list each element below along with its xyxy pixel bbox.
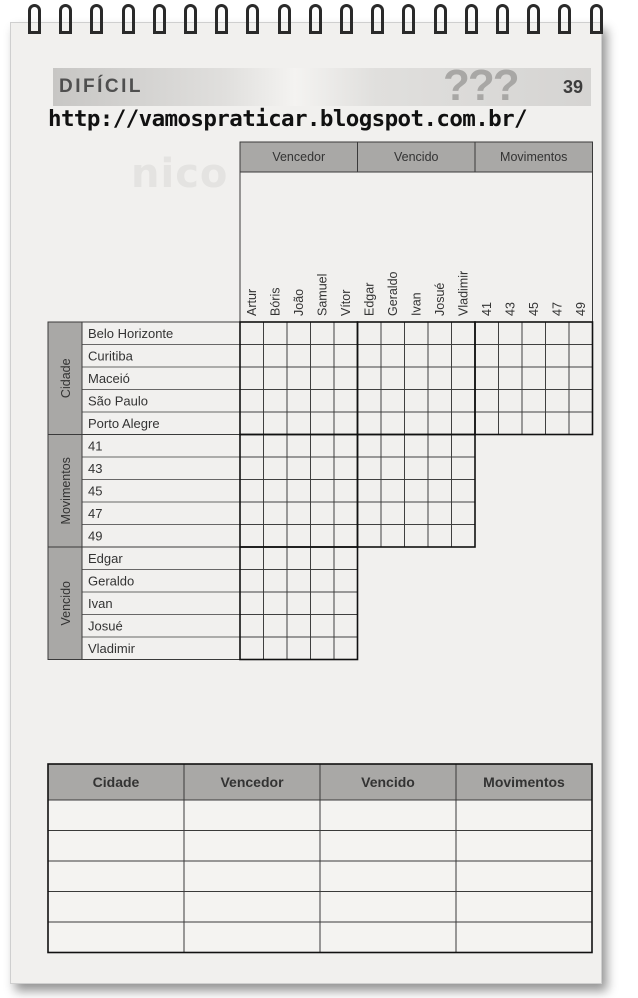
row-label: Belo Horizonte xyxy=(88,326,174,341)
row-group-label: Movimentos xyxy=(59,457,73,525)
row-group-label: Vencido xyxy=(59,581,73,626)
column-label: Vítor xyxy=(338,289,353,316)
column-group-label: Movimentos xyxy=(500,150,568,164)
column-group-label: Vencedor xyxy=(272,150,326,164)
column-label: Vladimir xyxy=(456,270,471,316)
answer-cell[interactable] xyxy=(48,922,184,953)
answer-header-label: Vencedor xyxy=(220,774,284,790)
answer-cell[interactable] xyxy=(48,831,184,862)
answer-cell[interactable] xyxy=(184,831,320,862)
answer-cell[interactable] xyxy=(320,922,456,953)
answer-header-label: Vencido xyxy=(361,774,415,790)
row-label: Curitiba xyxy=(88,348,133,364)
answer-cell[interactable] xyxy=(320,800,456,831)
row-label: Geraldo xyxy=(88,573,135,589)
answer-cell[interactable] xyxy=(184,892,320,923)
row-label: Vladimir xyxy=(88,641,135,656)
background-watermark: nico xyxy=(131,151,229,197)
answer-cell[interactable] xyxy=(456,922,592,953)
column-label: Artur xyxy=(244,288,259,316)
column-label: 45 xyxy=(526,302,541,316)
row-label: 43 xyxy=(88,461,103,476)
answer-cell[interactable] xyxy=(456,892,592,923)
row-label: 41 xyxy=(88,438,103,454)
column-label: 47 xyxy=(550,302,565,316)
answer-cell[interactable] xyxy=(184,800,320,831)
column-label: 49 xyxy=(573,302,588,316)
question-marks: ??? xyxy=(443,61,518,110)
column-label: João xyxy=(291,288,306,316)
answer-cell[interactable] xyxy=(48,800,184,831)
row-label: 49 xyxy=(88,528,103,544)
answer-header-label: Movimentos xyxy=(483,774,565,790)
column-label: Edgar xyxy=(362,282,377,316)
answer-cell[interactable] xyxy=(456,831,592,862)
answer-cell[interactable] xyxy=(48,861,184,892)
answer-cell[interactable] xyxy=(320,892,456,923)
blog-url[interactable]: http://vamospraticar.blogspot.com.br/ xyxy=(48,106,528,132)
column-label: 43 xyxy=(503,302,518,316)
answer-cell[interactable] xyxy=(184,922,320,953)
column-label: Geraldo xyxy=(385,271,400,316)
row-label: Edgar xyxy=(88,551,123,566)
column-label: 41 xyxy=(479,302,494,316)
answer-cell[interactable] xyxy=(184,861,320,892)
answer-cell[interactable] xyxy=(48,892,184,923)
page-number: 39 xyxy=(563,77,584,97)
column-label: Samuel xyxy=(315,273,330,316)
row-label: 45 xyxy=(88,483,103,499)
column-label: Bóris xyxy=(268,287,283,316)
row-group-label: Cidade xyxy=(59,358,73,399)
answer-cell[interactable] xyxy=(320,861,456,892)
answer-cell[interactable] xyxy=(320,831,456,862)
column-label: Ivan xyxy=(409,292,424,316)
row-label: Porto Alegre xyxy=(88,416,160,431)
answer-cell[interactable] xyxy=(456,861,592,892)
column-label: Josué xyxy=(432,282,447,316)
row-label: São Paulo xyxy=(88,393,148,409)
row-label: 47 xyxy=(88,506,103,521)
answer-header-label: Cidade xyxy=(92,774,140,790)
answer-cell[interactable] xyxy=(456,800,592,831)
row-label: Ivan xyxy=(88,596,113,611)
row-label: Josué xyxy=(88,618,123,634)
row-label: Maceió xyxy=(88,371,130,386)
difficulty-label: DIFÍCIL xyxy=(59,76,143,97)
column-group-label: Vencido xyxy=(394,150,439,164)
